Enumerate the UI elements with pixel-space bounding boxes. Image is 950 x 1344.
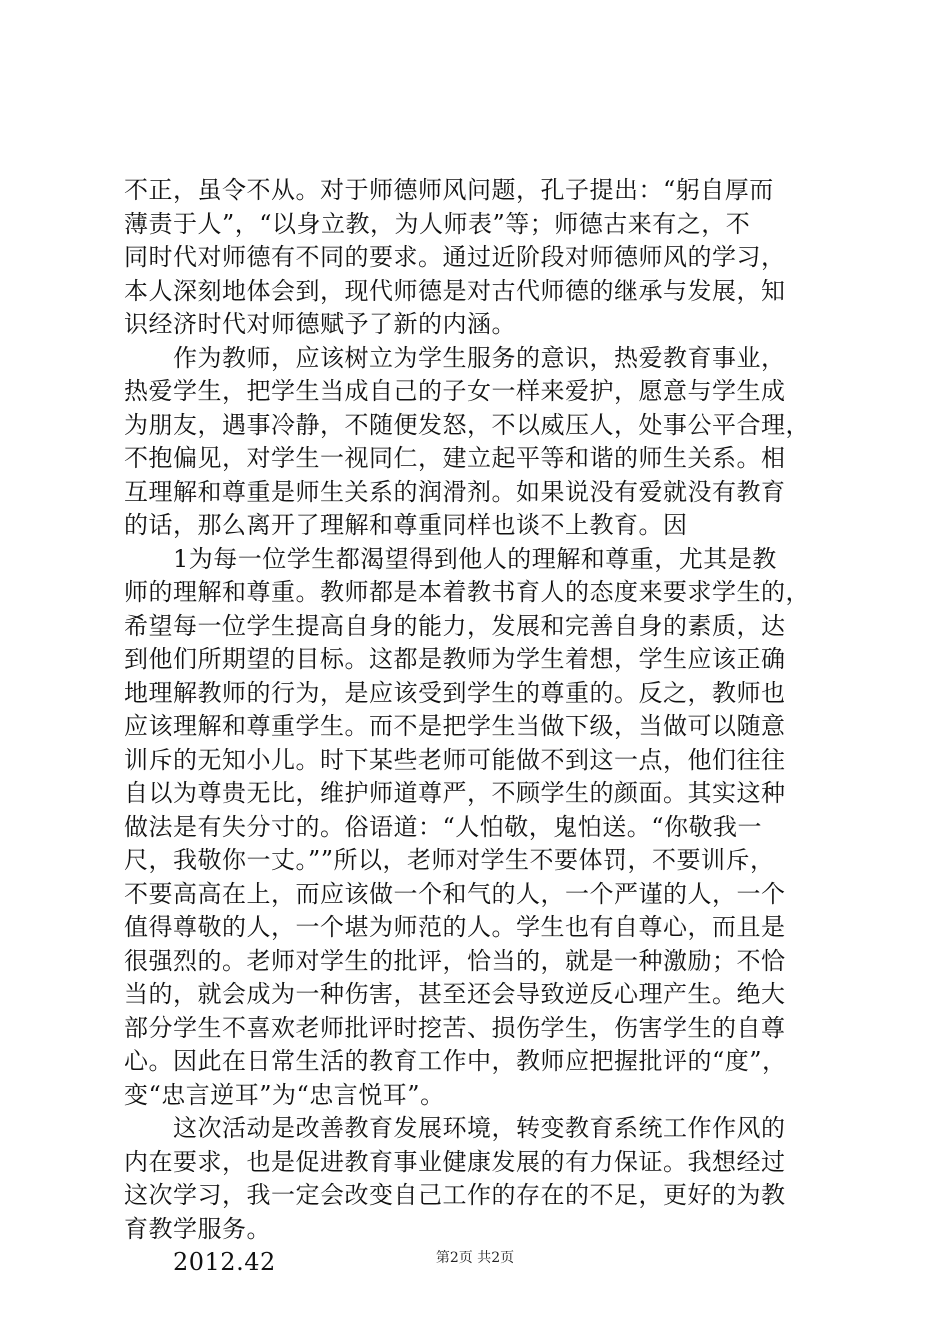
text-line: 本人深刻地体会到，现代师德是对古代师德的继承与发展，知 bbox=[124, 276, 786, 305]
text-line: 变“忠言逆耳”为“忠言悦耳”。 bbox=[124, 1080, 445, 1109]
text-line: 地理解教师的行为，是应该受到学生的尊重的。反之，教师也 bbox=[124, 678, 786, 707]
text-line: 这次活动是改善教育发展环境，转变教育系统工作作风的 bbox=[124, 1114, 786, 1142]
text-line: 尺，我敬你一丈。””所以，老师对学生不要体罚，不要训斥， bbox=[124, 846, 775, 874]
text-line: 不正，虽令不从。对于师德师风问题，孔子提出：“躬自厚而 bbox=[124, 176, 774, 204]
date-line: 2012.42 bbox=[124, 1248, 276, 1276]
body-text bbox=[124, 174, 844, 1280]
page-footer: 第2页 共2页 bbox=[435, 1250, 515, 1266]
text-line: 值得尊敬的人，一个堪为师范的人。学生也有自尊心，而且是 bbox=[124, 913, 786, 941]
text-line: 不抱偏见，对学生一视同仁，建立起平等和谐的师生关系。相 bbox=[124, 444, 786, 472]
text-line: 1为每一位学生都渴望得到他人的理解和尊重，尤其是教 bbox=[124, 544, 777, 573]
text-line: 薄责于人”，“以身立教，为人师表”等；师德古来有之，不 bbox=[124, 209, 751, 238]
text-line: 做法是有失分寸的。俗语道：“人怕敬，鬼怕送。“你敬我一 bbox=[124, 812, 763, 841]
text-line: 同时代对师德有不同的要求。通过近阶段对师德师风的学习， bbox=[124, 243, 786, 271]
text-line: 不要高高在上，而应该做一个和气的人，一个严谨的人，一个 bbox=[124, 879, 786, 908]
text-line: 到他们所期望的目标。这都是教师为学生着想，学生应该正确 bbox=[124, 645, 786, 673]
text-line: 为朋友，遇事冷静，不随便发怒，不以威压人，处事公平合理， bbox=[124, 410, 810, 439]
text-line: 内在要求，也是促进教育事业健康发展的有力保证。我想经过 bbox=[124, 1147, 786, 1176]
text-line: 训斥的无知小儿。时下某些老师可能做不到这一点，他们往往 bbox=[124, 745, 786, 774]
text-line: 育教学服务。 bbox=[124, 1214, 271, 1243]
text-line: 识经济时代对师德赋予了新的内涵。 bbox=[124, 310, 516, 338]
text-line: 的话，那么离开了理解和尊重同样也谈不上教育。因 bbox=[124, 511, 688, 539]
text-line: 自以为尊贵无比，维护师道尊严，不顾学生的颜面。其实这种 bbox=[124, 779, 786, 807]
text-line: 心。因此在日常生活的教育工作中，教师应把握批评的“度”， bbox=[124, 1047, 787, 1075]
text-line: 部分学生不喜欢老师批评时挖苦、损伤学生，伤害学生的自尊 bbox=[124, 1013, 786, 1042]
text-line: 师的理解和尊重。教师都是本着教书育人的态度来要求学生的， bbox=[124, 578, 810, 606]
text-line: 作为教师，应该树立为学生服务的意识，热爱教育事业， bbox=[124, 343, 786, 372]
text-line: 当的，就会成为一种伤害，甚至还会导致逆反心理产生。绝大 bbox=[124, 980, 786, 1008]
text-line: 应该理解和尊重学生。而不是把学生当做下级，当做可以随意 bbox=[124, 712, 786, 740]
text-line: 希望每一位学生提高自身的能力，发展和完善自身的素质，达 bbox=[124, 611, 786, 640]
text-line: 这次学习，我一定会改变自己工作的存在的不足，更好的为教 bbox=[124, 1181, 786, 1209]
text-line: 互理解和尊重是师生关系的润滑剂。如果说没有爱就没有教育 bbox=[124, 477, 786, 506]
text-line: 很强烈的。老师对学生的批评，恰当的，就是一种激励；不恰 bbox=[124, 946, 786, 975]
text-line: 热爱学生，把学生当成自己的子女一样来爱护，愿意与学生成 bbox=[124, 377, 786, 405]
